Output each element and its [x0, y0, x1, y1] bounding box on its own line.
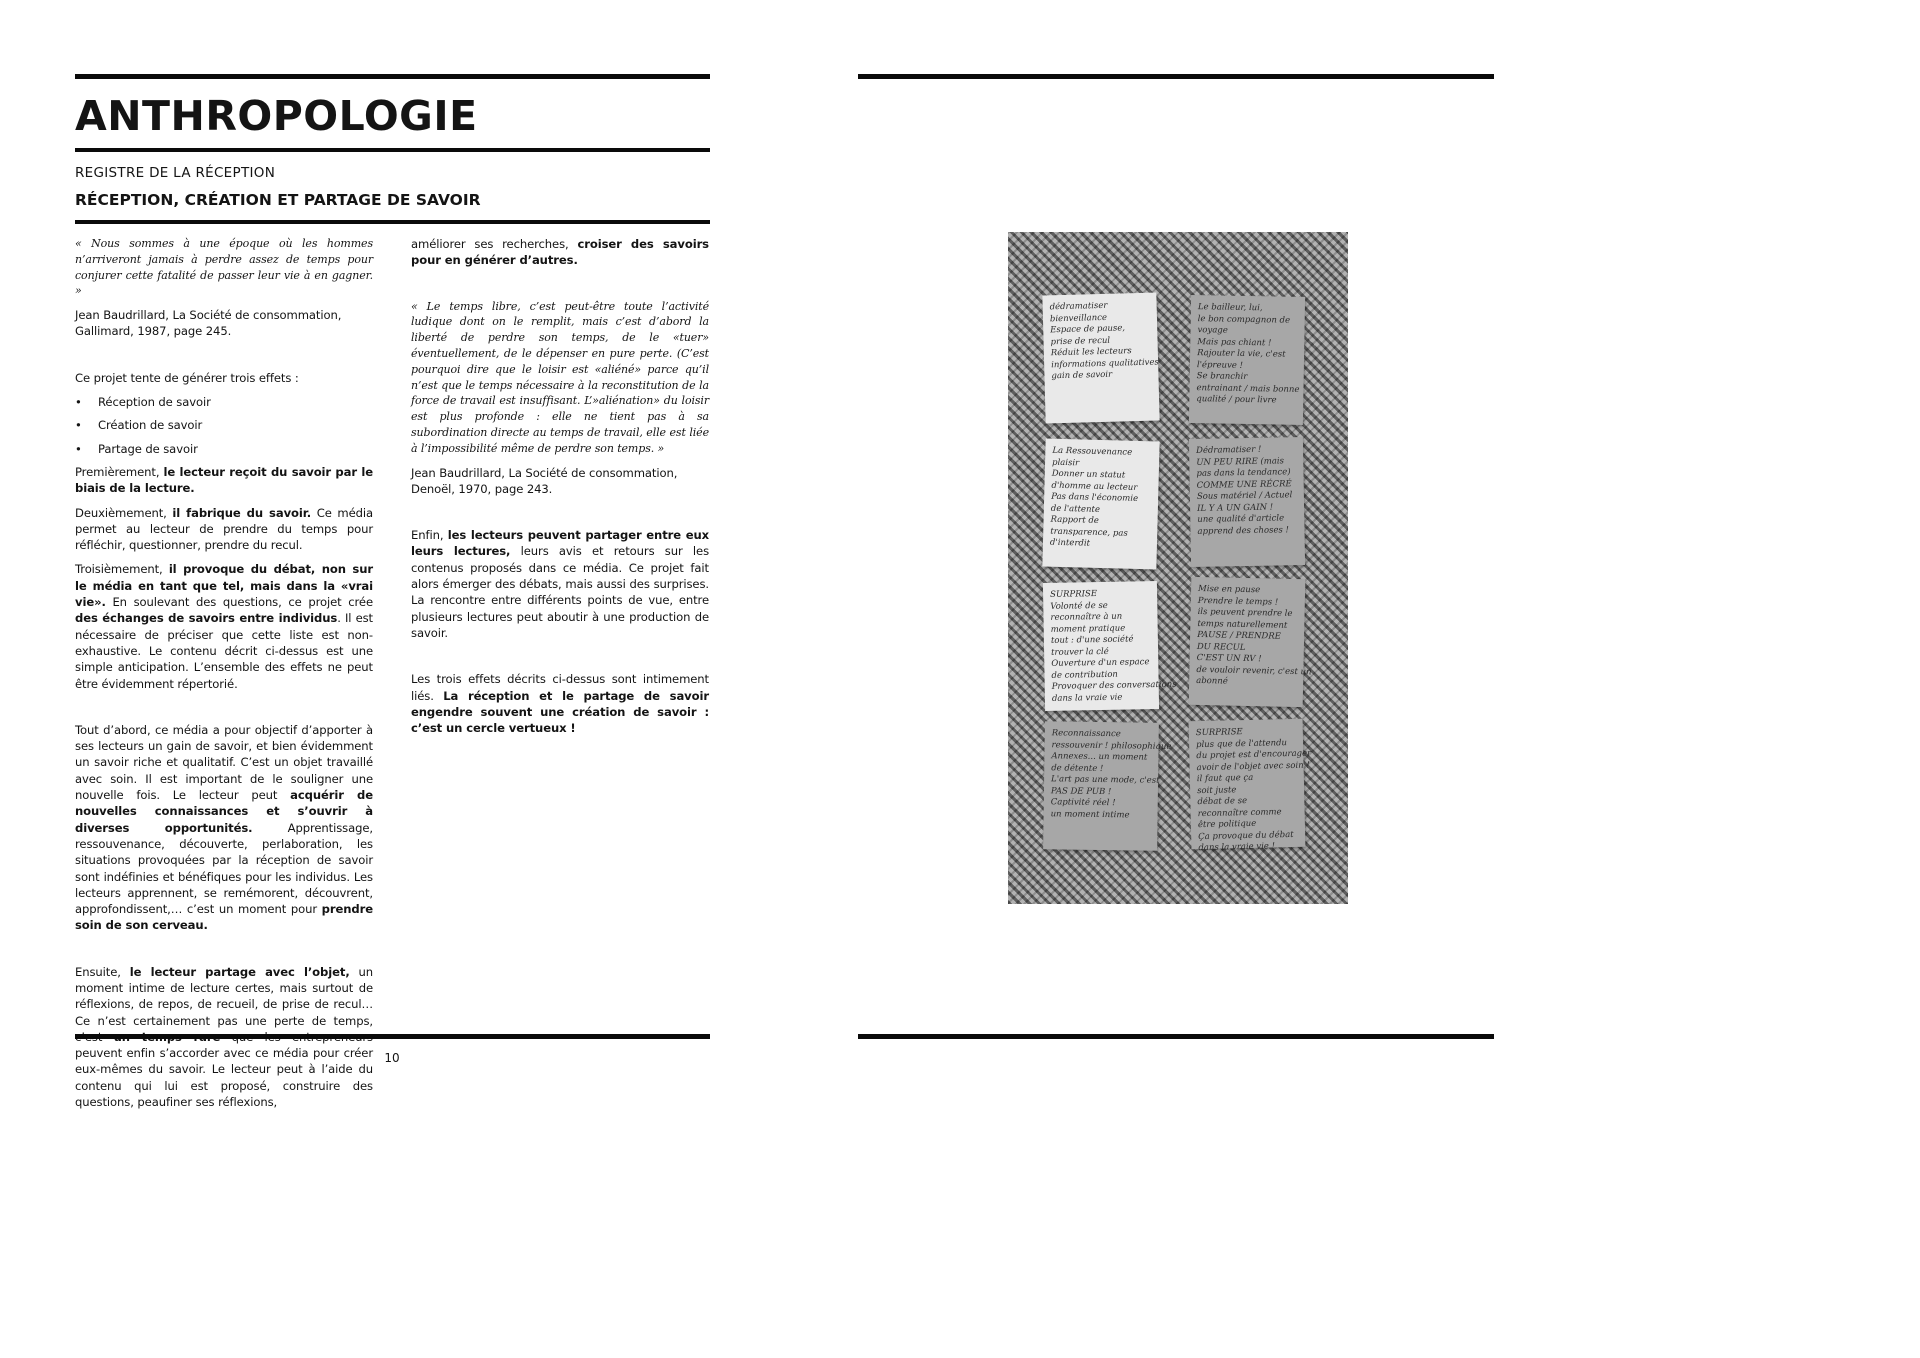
handwritten-line: L'art pas une mode, c'est [1051, 774, 1160, 786]
effects-list [75, 394, 373, 457]
paragraph-conclusion: Les trois effets décrits ci-dessus sont intimement liés. La réception et le partage de savoir engendre souvent une création de savoir : c’est un cercle vertueux ! [411, 672, 709, 736]
handwritten-line: Le bailleur, lui, [1197, 302, 1263, 314]
sticky-note [1042, 439, 1159, 570]
top-rule-right [858, 74, 1494, 79]
handwritten-line: reconnaître à un [1050, 611, 1123, 623]
paragraph-enfin: Enfin, les lecteurs peuvent partager entre eux leurs lectures, leurs avis et retours sur les contenus proposés dans ce média. Ce projet fait alors émerger des débats, mais aussi des surprises. La rencontre entre différents points de vue, entre plusieurs lectures peut aboutir à une production de savoir. [411, 528, 710, 640]
handwritten-line: dans la vraie vie ! [1198, 841, 1276, 854]
handwritten-line: SURPRISE [1050, 589, 1098, 600]
handwritten-line: SURPRISE [1195, 727, 1243, 739]
paragraph-troisiemement: Troisièmement, il provoque du débat, non sur le média en tant que tel, mais dans la «vrai vie». En soulevant des questions, ce projet crée des échanges de savoirs entre individus. Il est nécessaire de préciser que cette liste est non-exhaustive. Le contenu décrit ci-dessus est une simple anticipation. L’ensemble des effets ne peut être évidemment répertorié. [75, 562, 374, 691]
handwritten-line: Annexes... un moment [1051, 751, 1148, 763]
handwritten-line: transparence, pas [1050, 526, 1128, 539]
handwritten-line: Se branchir [1196, 371, 1248, 383]
handwritten-line: de contribution [1051, 669, 1118, 681]
spacer [411, 277, 709, 299]
handwritten-line: Dédramatiser ! [1196, 444, 1262, 456]
handwritten-line: plus que de l'attendu [1195, 737, 1288, 750]
handwritten-line: Donner un statut [1051, 468, 1126, 481]
handwritten-line: Ça provoque du débat [1198, 829, 1294, 842]
handwritten-line: dédramatiser [1049, 300, 1108, 313]
handwritten-line: Ouverture d'un espace [1051, 657, 1150, 669]
handwritten-line: C'EST UN RV ! [1196, 652, 1262, 665]
handwritten-line: Mise en pause [1197, 583, 1261, 596]
handwritten-line: temps naturellement [1197, 618, 1288, 631]
handwritten-line: dans la vraie vie [1051, 692, 1123, 704]
handwritten-line: apprend des choses ! [1197, 524, 1290, 537]
handwritten-line: être politique [1197, 818, 1257, 831]
handwritten-line: ils peuvent prendre le [1197, 606, 1293, 619]
paragraph-continuation: améliorer ses recherches, croiser des savoirs pour en générer d’autres. [411, 237, 709, 268]
handwritten-line: il faut que ça [1196, 772, 1254, 785]
handwritten-line: DU RECUL [1196, 641, 1246, 653]
handwritten-line: Réduit les lecteurs [1050, 346, 1132, 359]
handwritten-line: informations qualitatives [1051, 356, 1159, 370]
handwritten-line: Rapport de [1050, 514, 1100, 526]
title-underline-rule [75, 148, 710, 152]
sticky-note [1189, 577, 1312, 707]
bottom-rule-left [75, 1034, 710, 1039]
handwritten-line: bienveillance [1049, 312, 1108, 324]
handwritten-line: Reconnaissance [1051, 728, 1121, 740]
handwritten-line: une qualité d'article [1197, 513, 1285, 525]
baudrillard-quote-2: « Le temps libre, c’est peut-être toute l’activité ludique dont on le remplit, mais c’est d’abord la liberté de perdre son temps, de le «tuer» éventuellement, de le dépenser en pure perte. (C’est pourquoi dire que le loisir est «aliéné» parce qu’il n’est que le temps nécessaire à la reconstitution de la force de travail est insuffisant. L’»aliénation» du loisir est plus profonde : elle ne tient pas à sa subordination directe au temps de travail, elle est liée à l’impossibilité même de perdre son temps. » [411, 299, 709, 455]
handwritten-line: d'interdit [1049, 537, 1091, 549]
handwritten-line: UN PEU RIRE (mais [1196, 455, 1285, 468]
paragraph-deuxiemement: Deuxièmement, il fabrique du savoir. Ce média permet au lecteur de prendre du temps pour réfléchir, questionner, prendre du recul. [75, 505, 373, 553]
sticky-note [1043, 721, 1172, 851]
sticky-note [1189, 719, 1312, 854]
sticky-note [1189, 295, 1305, 425]
handwritten-line: entrainant / mais bonne [1196, 382, 1300, 395]
handwritten-line: voyage [1197, 325, 1228, 336]
handwritten-line: PAUSE / PRENDRE [1197, 629, 1281, 642]
handwritten-line: COMME UNE RÉCRÉ [1196, 478, 1292, 491]
handwritten-line: gain de savoir [1051, 369, 1113, 382]
handwritten-line: de l'attente [1050, 503, 1101, 515]
handwritten-line: moment pratique [1050, 623, 1126, 635]
handwritten-line: trouver la clé [1051, 646, 1109, 658]
handwritten-line: qualité / pour livre [1196, 394, 1277, 406]
page-number: 10 [384, 1051, 400, 1065]
handwritten-line: de détente ! [1051, 762, 1104, 774]
handwritten-line: tout : d'une société [1050, 634, 1134, 646]
handwritten-line: l'épreuve ! [1196, 359, 1244, 371]
handwritten-line: IL Y A UN GAIN ! [1197, 502, 1274, 514]
paragraph-tout-dabord: Tout d’abord, ce média a pour objectif d’apporter à ses lecteurs un gain de savoir, et bien évidemment un savoir riche et qualitatif. C’est un objet travaillé avec soin. Il est important de le souligner une nouvelle fois. Le lecteur peut acquérir de nouvelles connaissances et s’ouvrir à diverses opportunités. Apprentissage, ressouvenance, découverte, perlaboration, les situations provoquées par la réception de savoir sont indéfinies et bénéfiques pour les individus. Les lecteurs apprennent, se remémorent, découvrent, approfondissent,… c’est un moment pour prendre soin de son cerveau. [75, 722, 374, 933]
sticky-note [1042, 293, 1159, 424]
effects-list-item: • Création de savoir [75, 417, 373, 433]
handwritten-line: de vouloir revenir, c'est un [1196, 664, 1312, 677]
handwritten-line: Captivité réel ! [1050, 797, 1116, 809]
spacer [75, 348, 373, 370]
effects-list-item: • Partage de savoir [75, 441, 373, 457]
sticky-note [1043, 581, 1177, 711]
sticky-note [1189, 437, 1305, 567]
quote-source-2: Jean Baudrillard, La Société de consommation, Denoël, 1970, page 243. [411, 465, 678, 496]
spacer [411, 505, 709, 527]
effects-list-item: • Réception de savoir [75, 394, 373, 410]
register-label: REGISTRE DE LA RÉCEPTION [75, 165, 276, 181]
text-column-left [75, 236, 374, 1110]
handwritten-line: le bon compagnon de [1197, 313, 1291, 326]
effects-intro: Ce projet tente de générer trois effets : [75, 370, 299, 385]
section-subtitle: RÉCEPTION, CRÉATION ET PARTAGE DE SAVOIR [75, 191, 481, 209]
handwritten-line: soit juste [1197, 784, 1237, 796]
handwritten-line: Sous matériel / Actuel [1196, 490, 1293, 502]
handwritten-line: Espace de pause, [1050, 323, 1126, 336]
handwritten-line: Volonté de se [1050, 600, 1108, 612]
handwritten-line: Pas dans l'économie [1051, 491, 1139, 504]
handwritten-line: PAS DE PUB ! [1050, 785, 1112, 797]
quote-source-1: Jean Baudrillard, La Société de consommation, Gallimard, 1987, page 245. [75, 308, 342, 339]
baudrillard-quote-1: « Nous sommes à une époque où les hommes n’arriveront jamais à perdre assez de temps pour conjurer cette fatalité de passer leur vie à en gagner. » [75, 237, 373, 298]
paragraph-ensuite: Ensuite, le lecteur partage avec l’objet, un moment intime de lecture certes, mais surtout de réflexions, de repos, de recueil, de prise de recul… Ce n’est certainement pas une perte de temps, peuvent enfin s’accorder avec ce média pour créer eux-mêmes du savoir. Le lecteur peut à l’aide du contenu qui lui est proposé, construire des questions, peaufiner ses réflexions, [75, 964, 373, 1110]
handwritten-line: plaisir [1051, 457, 1080, 468]
handwritten-line: débat de se [1197, 796, 1248, 808]
handwritten-line: Mais pas chiant ! [1197, 336, 1272, 348]
spacer [75, 942, 373, 964]
top-rule-left [75, 74, 710, 79]
handwritten-line: La Ressouvenance [1052, 445, 1133, 458]
handwritten-line: Rajouter la vie, c'est [1197, 348, 1286, 360]
handwritten-line: Prendre le temps ! [1197, 595, 1279, 608]
paragraph-premierement: Premièrement, le lecteur reçoit du savoir par le biais de la lecture. [75, 464, 373, 496]
handwritten-line: Provoquer des conversations [1051, 679, 1177, 692]
spacer [75, 700, 373, 722]
handwritten-line: ressouvenir ! philosophique [1051, 739, 1172, 752]
handwritten-line: abonné [1196, 675, 1228, 687]
subtitle-underline-rule [75, 220, 710, 224]
spacer [411, 649, 709, 671]
text-column-right [411, 236, 709, 744]
page-title: ANTHROPOLOGIE [75, 92, 478, 140]
handwritten-line: un moment intime [1050, 808, 1130, 820]
bottom-rule-right [858, 1034, 1494, 1039]
handwritten-line: avoir de l'objet avec soin ! [1196, 760, 1310, 773]
handwritten-line: reconnaître comme [1197, 806, 1282, 819]
sticky-notes-photo [1008, 232, 1348, 904]
handwritten-line: pas dans la tendance) [1196, 467, 1291, 479]
handwritten-line: prise de recul [1050, 335, 1111, 347]
handwritten-line: d'homme au lecteur [1051, 480, 1138, 493]
handwritten-line: du projet est d'encourager [1196, 748, 1312, 762]
